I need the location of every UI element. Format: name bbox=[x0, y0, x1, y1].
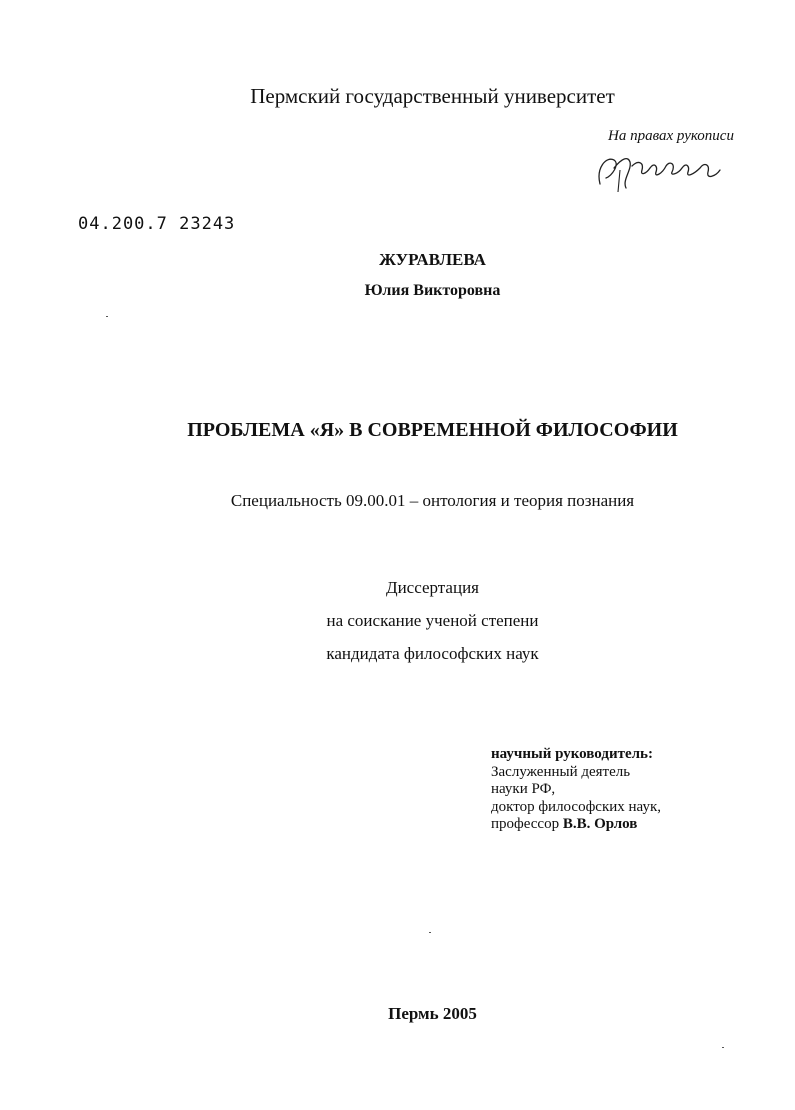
advisor-heading: научный руководитель: bbox=[491, 746, 653, 762]
speck bbox=[106, 316, 108, 317]
dissertation-line-2: на соискание ученой степени bbox=[326, 611, 539, 630]
handwritten-signature bbox=[592, 146, 732, 194]
rights-label: На правах рукописи bbox=[608, 128, 734, 144]
dissertation-line-1: Диссертация bbox=[385, 578, 479, 597]
university-name: Пермский государственный университет bbox=[250, 84, 615, 108]
advisor-line-4 bbox=[491, 816, 661, 834]
advisor-title: профессор bbox=[491, 816, 560, 832]
advisor-block bbox=[491, 746, 661, 834]
specialty-line: Специальность 09.00.01 – онтология и теория познания bbox=[230, 491, 635, 510]
speck bbox=[429, 932, 431, 933]
registration-stamp: 04.200.7 23243 bbox=[78, 214, 236, 234]
advisor-name: В.В. Орлов bbox=[562, 816, 638, 832]
advisor-line-2: науки РФ, bbox=[491, 781, 556, 797]
city-year: Пермь 2005 bbox=[388, 1004, 477, 1023]
advisor-line-1: Заслуженный деятель bbox=[491, 763, 631, 780]
dissertation-title: ПРОБЛЕМА «Я» В СОВРЕМЕННОЙ ФИЛОСОФИИ bbox=[187, 419, 678, 441]
speck bbox=[722, 1047, 724, 1048]
author-names: Юлия Викторовна bbox=[364, 282, 501, 299]
author-surname: ЖУРАВЛЕВА bbox=[379, 250, 486, 269]
advisor-line-3: доктор философских наук, bbox=[491, 798, 661, 815]
dissertation-line-3: кандидата философских наук bbox=[326, 644, 539, 663]
